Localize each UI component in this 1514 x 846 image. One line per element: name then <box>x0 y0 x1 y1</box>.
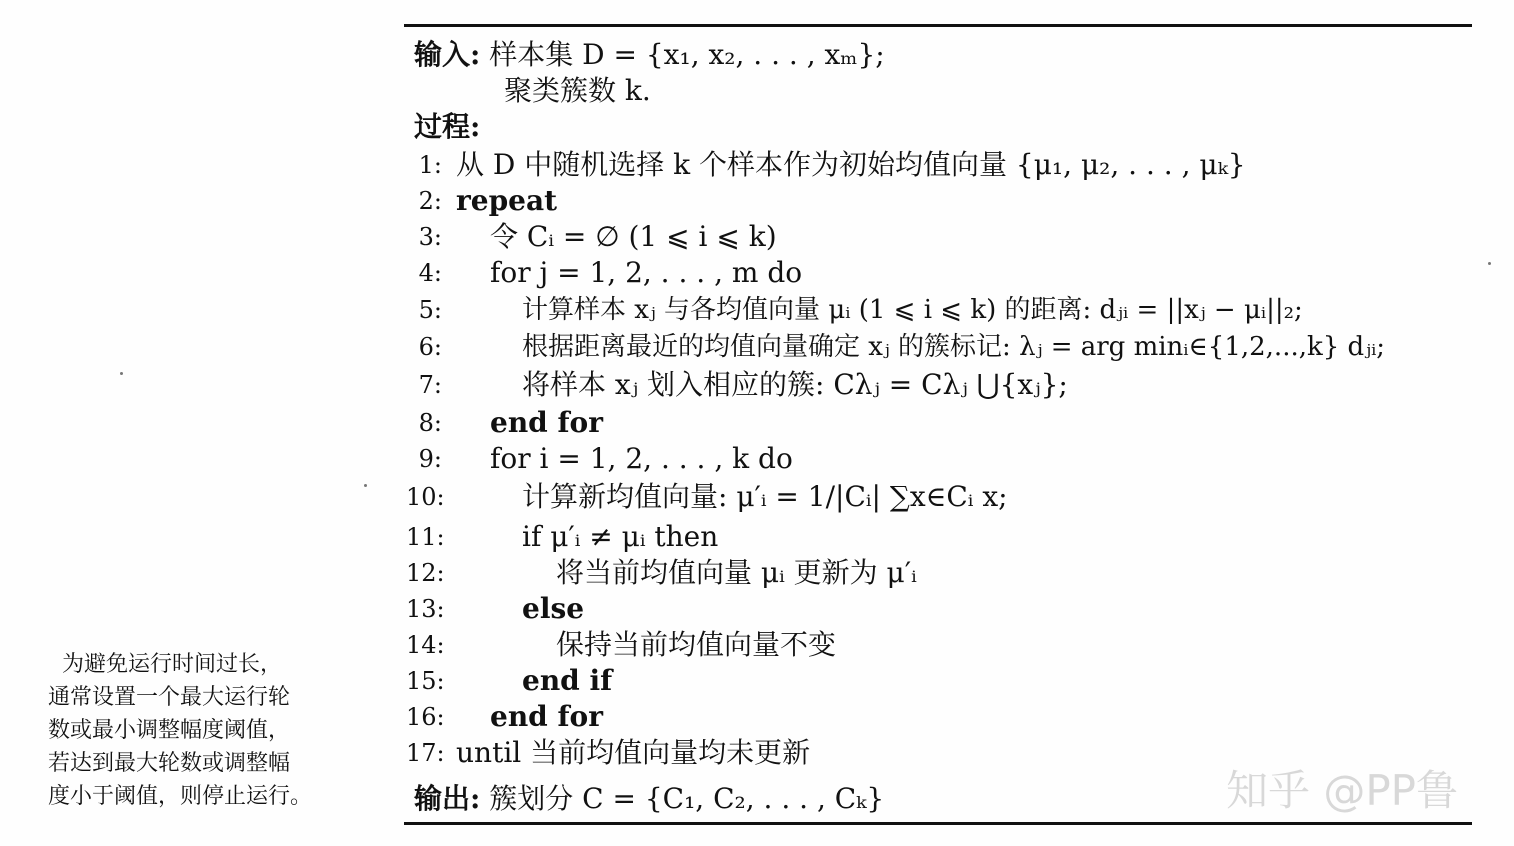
step-number: 14: <box>406 631 445 659</box>
step-number: 1: <box>418 151 442 179</box>
side-note: 为避免运行时间过长， 通常设置一个最大运行轮 数或最小调整幅度阈值， 若达到最大轮数或调整幅 度小于阈值，则停止运行。 <box>48 652 313 809</box>
step-12: 将当前均值向量 μᵢ 更新为 μ′ᵢ <box>556 556 917 589</box>
output-row <box>414 782 884 816</box>
step-9: for i = 1, 2, . . . , k do <box>490 442 793 475</box>
speck <box>364 484 367 487</box>
output-label: 输出: <box>414 782 481 815</box>
bottom-rule <box>404 822 1472 825</box>
step-8: end for <box>490 406 603 439</box>
speck <box>120 372 123 375</box>
step-17: until 当前均值向量均未更新 <box>456 736 811 769</box>
step-number: 7: <box>418 371 442 399</box>
step-number: 3: <box>418 223 442 251</box>
step-6: 根据距离最近的均值向量确定 xⱼ 的簇标记: λⱼ = arg minᵢ∈{1,2,...,k} dⱼᵢ; <box>522 332 1386 362</box>
step-11: if μ′ᵢ ≠ μᵢ then <box>522 520 719 553</box>
step-15: end if <box>522 664 613 697</box>
step-13: else <box>522 592 585 625</box>
step-number: 13: <box>406 595 445 623</box>
step-number: 12: <box>406 559 445 587</box>
step-number: 8: <box>418 409 442 437</box>
step-5: 计算样本 xⱼ 与各均值向量 μᵢ (1 ⩽ i ⩽ k) 的距离: dⱼᵢ = ||xⱼ − μᵢ||₂; <box>522 295 1303 325</box>
step-number: 16: <box>406 703 445 731</box>
step-4: for j = 1, 2, . . . , m do <box>490 256 803 289</box>
step-3: 令 Cᵢ = ∅ (1 ⩽ i ⩽ k) <box>490 220 777 253</box>
input-label: 输入: <box>414 38 481 71</box>
step-number: 9: <box>418 445 442 473</box>
step-number: 17: <box>406 739 445 767</box>
step-number: 6: <box>418 333 442 361</box>
step-number: 15: <box>406 667 445 695</box>
step-10: 计算新均值向量: μ′ᵢ = 1/|Cᵢ| ∑x∈Cᵢ x; <box>522 480 1008 513</box>
top-rule <box>404 24 1472 27</box>
step-7: 将样本 xⱼ 划入相应的簇: Cλⱼ = Cλⱼ ⋃{xⱼ}; <box>522 368 1068 401</box>
output-text: 簇划分 C = {C₁, C₂, . . . , Cₖ} <box>489 782 885 815</box>
input-line2: 聚类簇数 k. <box>504 74 651 107</box>
watermark: 知乎 @PP鲁 <box>1226 766 1459 815</box>
step-14: 保持当前均值向量不变 <box>556 628 837 661</box>
input-line1: 样本集 D = {x₁, x₂, . . . , xₘ}; <box>489 38 885 71</box>
process-label: 过程: <box>414 110 481 143</box>
step-number: 5: <box>418 296 442 324</box>
step-number: 10: <box>406 483 445 511</box>
step-2: repeat <box>456 184 558 217</box>
step-1: 从 D 中随机选择 k 个样本作为初始均值向量 {μ₁, μ₂, . . . , μₖ} <box>456 148 1246 181</box>
step-number: 4: <box>418 259 442 287</box>
step-16: end for <box>490 700 603 733</box>
step-number: 11: <box>406 523 445 551</box>
input-row <box>414 38 885 72</box>
step-number: 2: <box>418 187 442 215</box>
speck <box>1488 262 1491 265</box>
